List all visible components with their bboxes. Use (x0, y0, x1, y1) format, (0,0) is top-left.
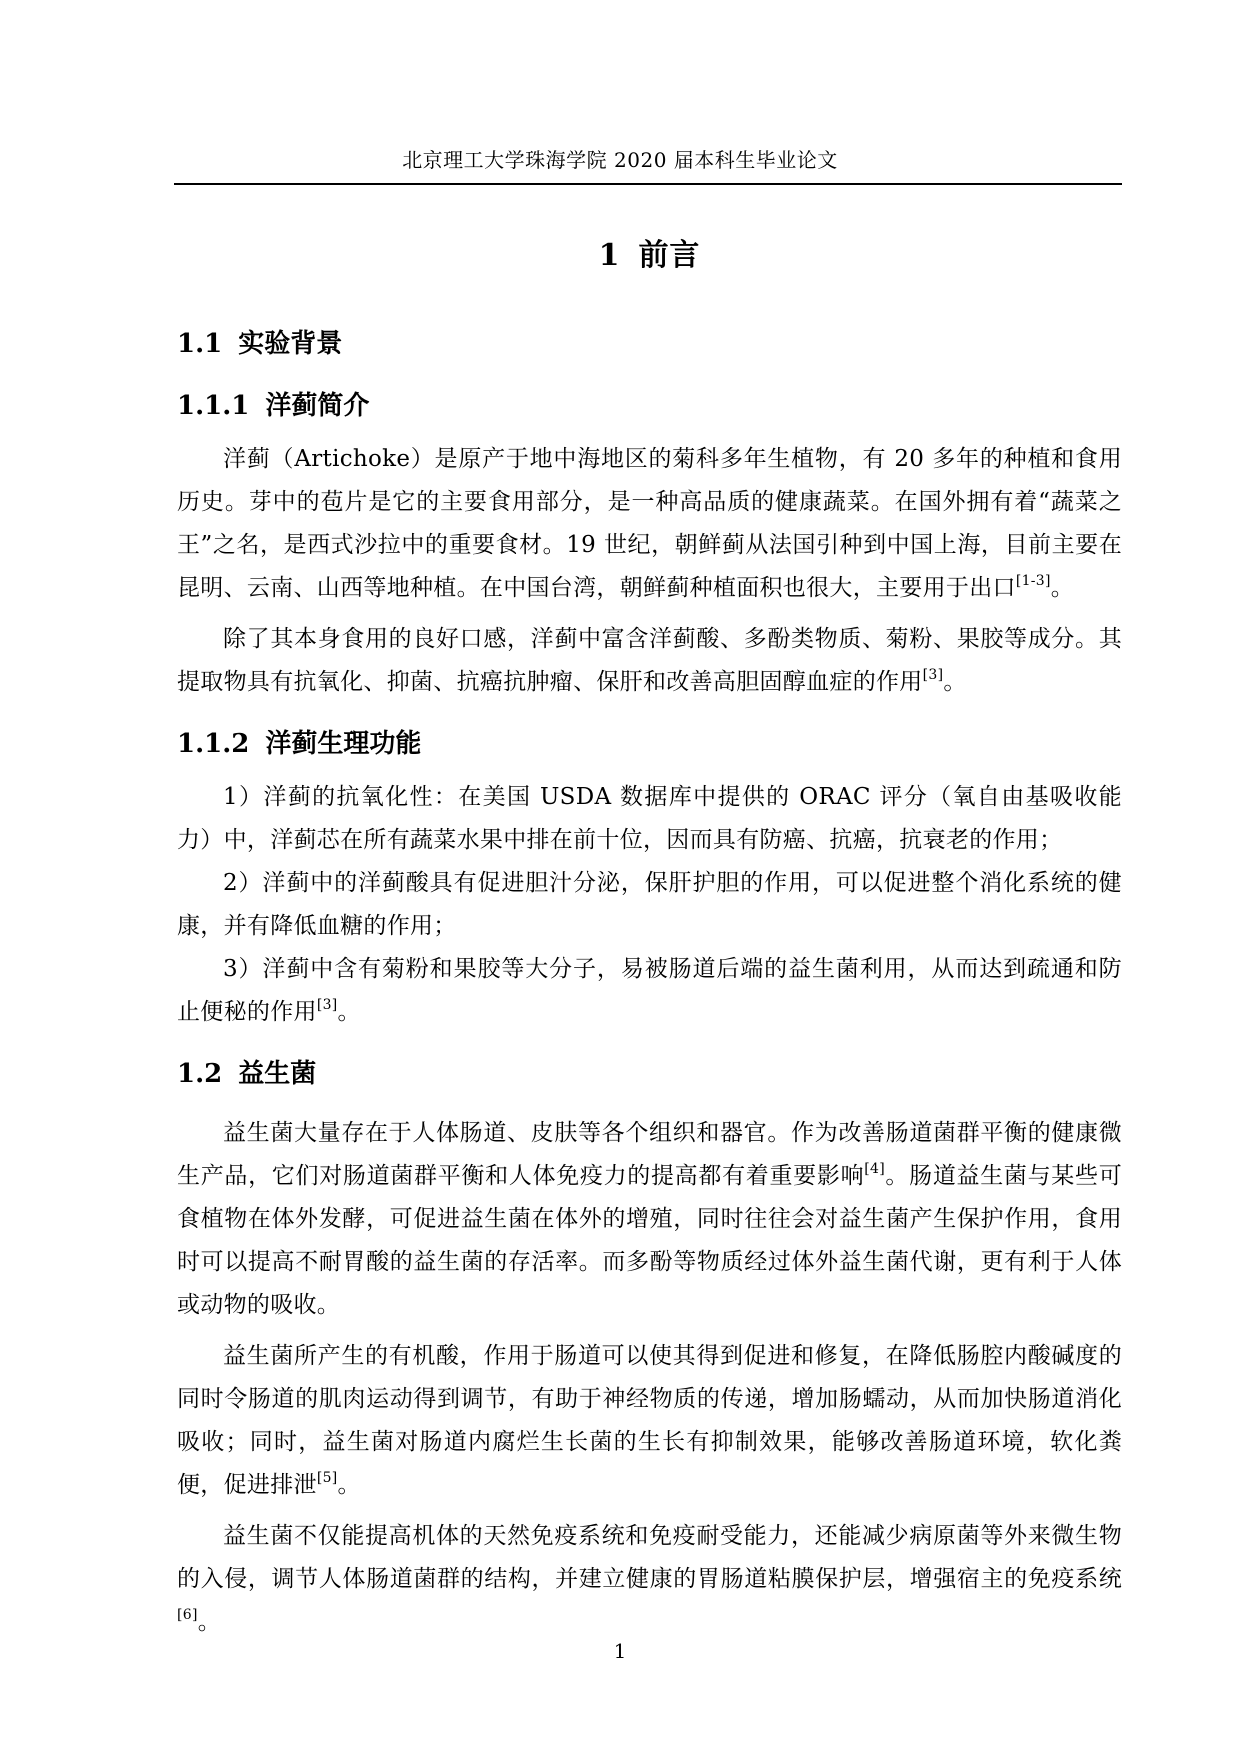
paragraph-immunity (177, 1515, 1122, 1644)
paragraph-text: 除了其本身食用的良好口感，洋蓟中富含洋蓟酸、多酚类物质、菊粉、果胶等成分。其提取物具有抗氧化、抑菌、抗癌抗肿瘤、保肝和改善高胆固醇血症的作用 (177, 626, 1122, 695)
section-number: 1.1 (177, 329, 223, 359)
paragraph-text: 益生菌大量存在于人体肠道、皮肤等各个组织和器官。作为改善肠道菌群平衡的健康微生产品，它们对肠道菌群平衡和人体免疫力的提高都有着重要影响 (177, 1120, 1122, 1189)
paragraph-text: 洋蓟（Artichoke）是原产于地中海地区的菊科多年生植物，有 20 多年的种植和食用历史。芽中的苞片是它的主要食用部分，是一种高品质的健康蔬菜。在国外拥有着“蔬菜之王”之名，是西式沙拉中的重要食材。19 世纪，朝鲜蓟从法国引种到中国上海，目前主要在昆明、云南、山西等地种植。在中国台湾，朝鲜蓟种植面积也很大，主要用于出口 (177, 446, 1122, 601)
chapter-title (177, 228, 1122, 284)
paragraph-artichoke-components (177, 618, 1122, 704)
subsection-heading-1-1-1 (177, 382, 1122, 430)
subsection-heading-1-1-2 (177, 720, 1122, 768)
chapter-title-text: 前言 (638, 238, 701, 273)
paragraph-end: 。 (337, 999, 361, 1025)
subsection-title: 洋蓟生理功能 (265, 729, 422, 759)
paragraph-artichoke-intro (177, 438, 1122, 610)
list-item-antioxidant: 1）洋蓟的抗氧化性：在美国 USDA 数据库中提供的 ORAC 评分（氧自由基吸收能力）中，洋蓟芯在所有蔬菜水果中排在前十位，因而具有防癌、抗癌，抗衰老的作用； (177, 784, 1122, 853)
paragraph-text: 益生菌不仅能提高机体的天然免疫系统和免疫耐受能力，还能减少病原菌等外来微生物的入侵，调节人体肠道菌群的结构，并建立健康的胃肠道粘膜保护层，增强宿主的免疫系统 (177, 1523, 1122, 1592)
citation: [3] (922, 667, 944, 684)
citation: [3] (316, 997, 338, 1014)
citation: [4] (864, 1161, 886, 1178)
section-heading-1-1 (177, 320, 1122, 368)
subsection-number: 1.1.1 (177, 391, 250, 421)
subsection-number: 1.1.2 (177, 729, 250, 759)
paragraph-end: 。 (337, 1472, 361, 1498)
page-number: 1 (613, 1639, 627, 1663)
section-heading-1-2 (177, 1050, 1122, 1098)
paragraph-text: 益生菌所产生的有机酸，作用于肠道可以使其得到促进和修复，在降低肠腔内酸碱度的同时令肠道的肌肉运动得到调节，有助于神经物质的传递，增加肠蠕动，从而加快肠道消化吸收；同时，益生菌对肠道内腐烂生长菌的生长有抑制效果，能够改善肠道环境，软化粪便，促进排泄 (177, 1343, 1122, 1498)
paragraph-end: 。 (943, 669, 967, 695)
paragraph-probiotics-intro (177, 1112, 1122, 1327)
section-title: 益生菌 (238, 1059, 317, 1089)
citation: [5] (316, 1470, 338, 1487)
list-item-bile: 2）洋蓟中的洋蓟酸具有促进胆汁分泌，保肝护胆的作用，可以促进整个消化系统的健康，并有降低血糖的作用； (177, 870, 1122, 939)
paragraph-organic-acids (177, 1335, 1122, 1507)
paragraph-end: 。 (1050, 575, 1075, 601)
paragraph-end: 。 (197, 1609, 222, 1635)
header-rule (174, 183, 1122, 185)
section-number: 1.2 (177, 1059, 223, 1089)
subsection-title: 洋蓟简介 (265, 391, 370, 421)
list-item-inulin (177, 948, 1122, 1034)
section-title: 实验背景 (238, 329, 343, 359)
citation: [1-3] (1015, 573, 1051, 590)
paragraph-text: 3）洋蓟中含有菊粉和果胶等大分子，易被肠道后端的益生菌利用，从而达到疏通和防止便秘的作用 (177, 956, 1122, 1025)
paragraph-text-cont: 。肠道益生菌与某些可食植物在体外发酵，可促进益生菌在体外的增殖，同时往往会对益生菌产生保护作用，食用时可以提高不耐胃酸的益生菌的存活率。而多酚等物质经过体外益生菌代谢，更有利于人体或动物的吸收。 (177, 1163, 1123, 1318)
running-header: 北京理工大学珠海学院 2020 届本科生毕业论文 (402, 148, 838, 172)
chapter-number: 1 (598, 238, 621, 273)
citation: [6] (177, 1607, 198, 1624)
page-content (177, 228, 1122, 1644)
